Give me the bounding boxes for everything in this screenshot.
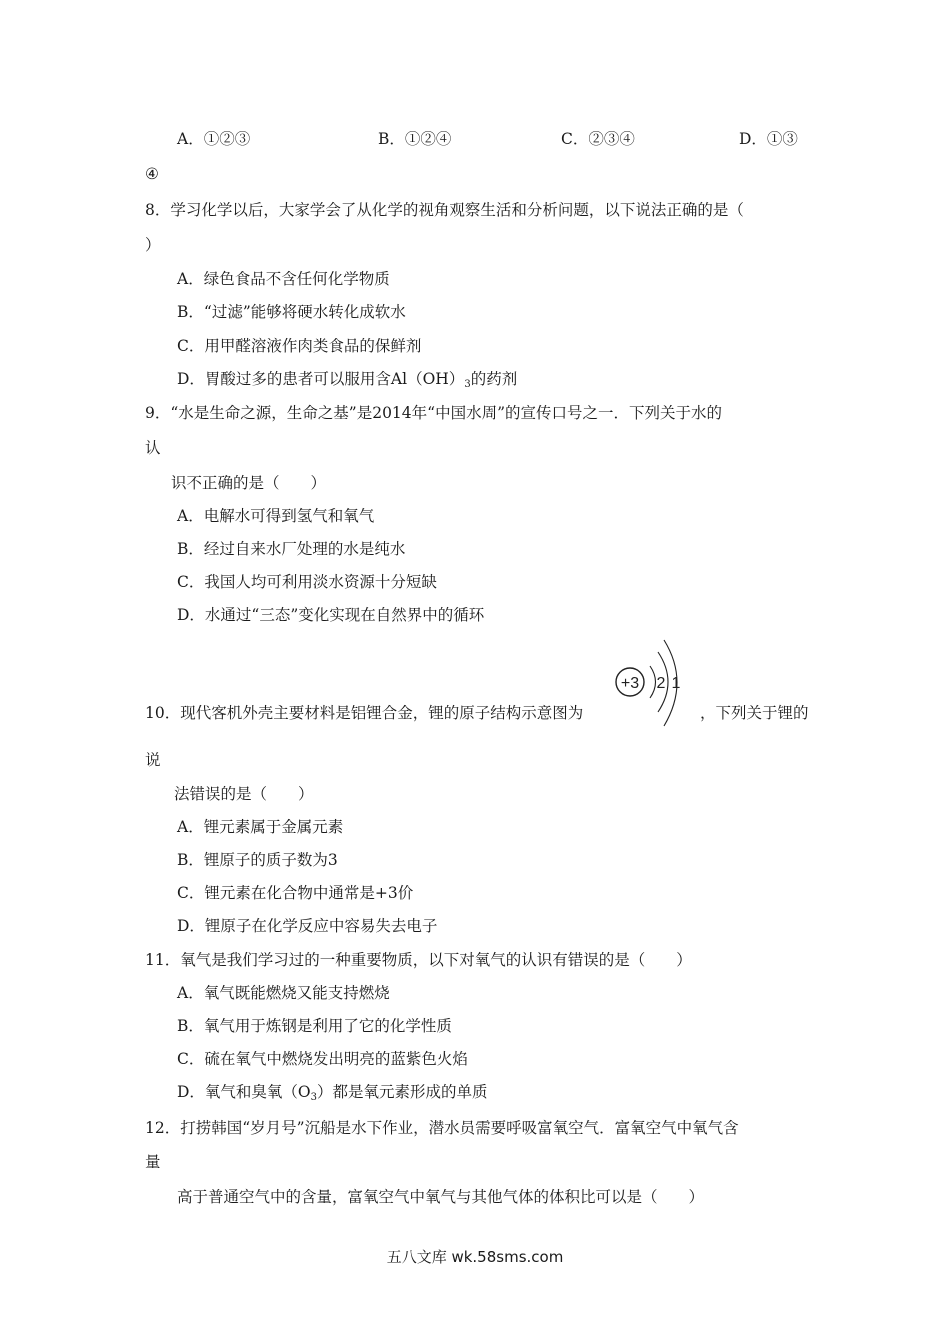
q9-stem-last-char: 认 (145, 439, 161, 457)
q8-option-d-subscript: 3 (464, 379, 471, 390)
q7-option-d-wrap: ④ (145, 165, 159, 183)
q10-stem-tail-last-char: 说 (145, 751, 161, 769)
q11-option-d (177, 1082, 488, 1108)
q8-option-d-tail: 的药剂 (470, 370, 518, 388)
q10-option-c: C．锂元素在化合物中通常是+3价 (177, 884, 414, 902)
q10-option-b: B．锂原子的质子数为3 (177, 851, 338, 869)
q8-option-c: C．用甲醛溶液作肉类食品的保鲜剂 (177, 337, 422, 355)
q8-stem-wrap: ） (145, 236, 161, 254)
q10-stem (145, 703, 583, 723)
q12-stem: 12．打捞韩国“岁月号”沉船是水下作业，潜水员需要呼吸富氧空气．富氧空气中氧气含 (145, 1119, 739, 1137)
q9-option-b: B．经过自来水厂处理的水是纯水 (177, 540, 406, 558)
q10-stem-tail: ，下列关于锂的 (700, 704, 809, 722)
q8-option-a: A．绿色食品不含任何化学物质 (177, 270, 390, 288)
q11-option-c: C．硫在氧气中燃烧发出明亮的蓝紫色火焰 (177, 1050, 468, 1068)
page-footer: 五八文库 wk.58sms.com (386, 1248, 564, 1266)
q12-stem-wrap: 高于普通空气中的含量，富氧空气中氧气与其他气体的体积比可以是（ ） (177, 1188, 705, 1206)
q7-option-b: B．①②④ (378, 130, 452, 148)
electron-shell-1 (650, 666, 656, 698)
q9-option-d: D．水通过“三态”变化实现在自然界中的循环 (177, 606, 485, 624)
nucleus-charge: +3 (620, 675, 640, 692)
q7-option-c: C．②③④ (561, 130, 635, 148)
q12-stem-last-char: 量 (145, 1153, 161, 1171)
q11-stem: 11．氧气是我们学习过的一种重要物质，以下对氧气的认识有错误的是（ ） (145, 951, 692, 969)
q9-stem: 9．“水是生命之源，生命之基”是2014年“中国水周”的宣传口号之一．下列关于水的 (145, 404, 723, 422)
shell2-electrons: 1 (671, 675, 681, 692)
q11-option-a: A．氧气既能燃烧又能支持燃烧 (177, 984, 390, 1002)
q11-option-d-text: D．氧气和臭氧（O (177, 1083, 311, 1101)
q11-option-d-subscript: 3 (310, 1092, 318, 1103)
q8-option-d-text: D．胃酸过多的患者可以服用含Al（OH） (177, 370, 465, 388)
q8-stem: 8．学习化学以后，大家学会了从化学的视角观察生活和分析问题，以下说法正确的是（ (145, 201, 744, 219)
q11-option-b: B．氧气用于炼钢是利用了它的化学性质 (177, 1017, 452, 1035)
q9-option-c: C．我国人均可利用淡水资源十分短缺 (177, 573, 437, 591)
q10-option-a: A．锂元素属于金属元素 (177, 818, 344, 836)
q10-option-d: D．锂原子在化学反应中容易失去电子 (177, 917, 438, 935)
q10-stem-text: 10．现代客机外壳主要材料是铝锂合金，锂的原子结构示意图为 (145, 704, 584, 722)
q11-option-d-tail: ）都是氧元素形成的单质 (317, 1083, 488, 1101)
shell1-electrons: 2 (656, 675, 666, 692)
q9-stem-wrap: 识不正确的是（ ） (171, 474, 327, 492)
q8-option-d (177, 369, 517, 395)
q10-stem-wrap: 法错误的是（ ） (174, 785, 314, 803)
lithium-atom-diagram (612, 638, 692, 738)
q7-option-d: D．①③ (739, 130, 798, 148)
q8-option-b: B．“过滤”能够将硬水转化成软水 (177, 303, 406, 321)
q7-option-a: A．①②③ (177, 130, 251, 148)
q9-option-a: A．电解水可得到氢气和氧气 (177, 507, 375, 525)
